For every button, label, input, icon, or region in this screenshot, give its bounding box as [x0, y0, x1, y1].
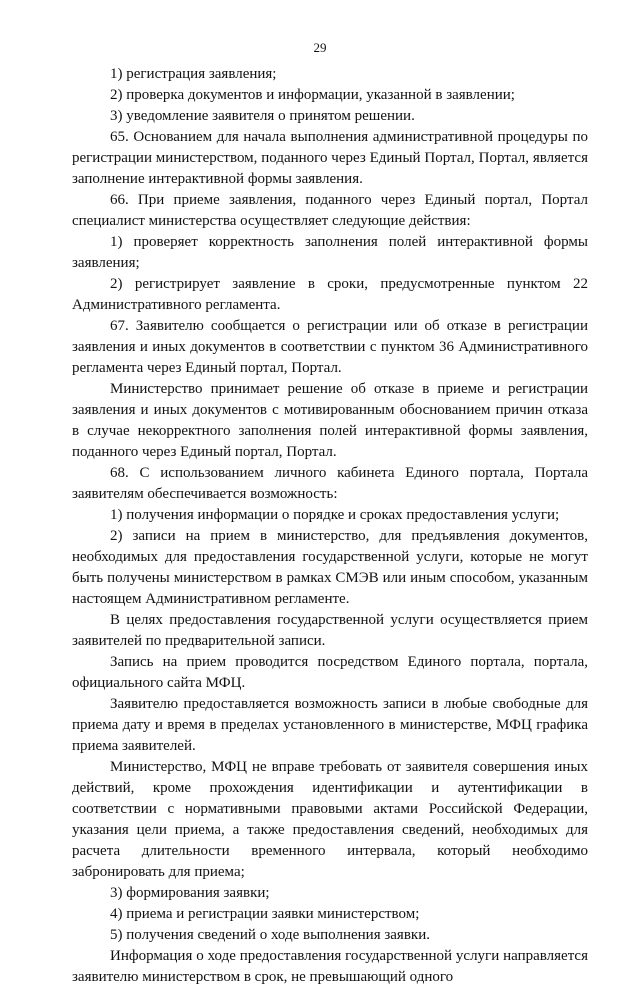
paragraph: 2) записи на прием в министерство, для предъявления документов, необходимых для предоставления государственной услуги, которые не могут быть получены министерством в рамках СМЭВ или иным способом, указанным настоящем Административном регламенте. [72, 528, 588, 607]
paragraph: Министерство, МФЦ не вправе требовать от заявителя совершения иных действий, кроме прохождения идентификации и аутентификации в соответствии с нормативными правовыми актами Российской Федерации, указания цели приема, а также предоставления сведений, необходимых для расчета длительности временного интервала, который необходимо забронировать для приема; [72, 759, 588, 880]
paragraph: 2) проверка документов и информации, указанной в заявлении; [110, 87, 515, 103]
paragraph: 3) уведомление заявителя о принятом решении. [110, 108, 415, 124]
paragraph: 67. Заявителю сообщается о регистрации или об отказе в регистрации заявления и иных документов в соответствии с пунктом 36 Административного регламента через Единый портал, Портал. [72, 318, 588, 376]
paragraph: 1) проверяет корректность заполнения полей интерактивной формы заявления; [72, 234, 588, 271]
paragraph: 65. Основанием для начала выполнения административной процедуры по регистрации министерством, поданного через Единый Портал, Портал, является заполнение интерактивной формы заявления. [72, 129, 588, 187]
paragraph: 5) получения сведений о ходе выполнения заявки. [110, 927, 430, 943]
paragraph: 1) получения информации о порядке и сроках предоставления услуги; [110, 507, 560, 523]
paragraph: 2) регистрирует заявление в сроки, предусмотренные пунктом 22 Административного регламента. [72, 276, 588, 313]
paragraph: 68. С использованием личного кабинета Единого портала, Портала заявителям обеспечивается возможность: [72, 465, 588, 502]
paragraph: 4) приема и регистрации заявки министерством; [110, 906, 420, 922]
paragraph: В целях предоставления государственной услуги осуществляется прием заявителей по предварительной записи. [72, 612, 588, 649]
paragraph: 3) формирования заявки; [110, 885, 270, 901]
document-body [72, 64, 588, 988]
page-number: 29 [313, 40, 327, 55]
paragraph: Заявителю предоставляется возможность записи в любые свободные для приема дату и время в пределах установленного в министерстве, МФЦ графика приема заявителей. [72, 696, 588, 754]
paragraph: Информация о ходе предоставления государственной услуги направляется заявителю министерством в срок, не превышающий одного [72, 948, 588, 985]
paragraph: 66. При приеме заявления, поданного через Единый портал, Портал специалист министерства осуществляет следующие действия: [72, 192, 588, 229]
paragraph: Запись на прием проводится посредством Единого портала, портала, официального сайта МФЦ. [72, 654, 588, 691]
paragraph: 1) регистрация заявления; [110, 66, 277, 82]
paragraph: Министерство принимает решение об отказе в приеме и регистрации заявления и иных документов с мотивированным обоснованием причин отказа в случае некорректного заполнения полей интерактивной формы заявления, поданного через Единый портал, Портал. [72, 381, 588, 460]
